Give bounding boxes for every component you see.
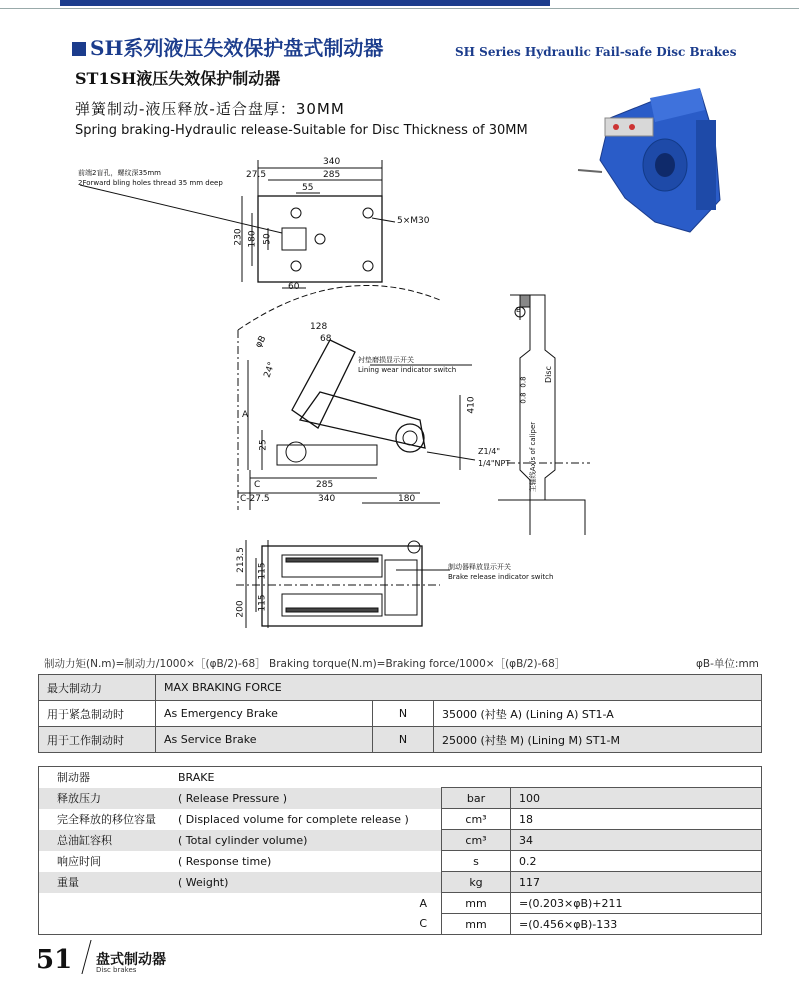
row-label-cn: 用于工作制动时: [39, 727, 156, 753]
row-unit: N: [373, 727, 434, 753]
table-row: [39, 872, 762, 893]
release-switch-label-cn: 制动器释放显示开关: [448, 563, 511, 571]
row-label-en: As Emergency Brake: [156, 701, 373, 727]
dim-label: 213.5: [235, 547, 246, 573]
bolt-label: 5×M30: [397, 216, 430, 226]
row-value: 18: [511, 809, 762, 830]
disc-label: 0.8: [519, 392, 528, 404]
blind-hole-note-en: 2Forward bling holes thread 35 mm deep: [78, 179, 223, 187]
row-unit: cm³: [442, 830, 511, 851]
row-label-cn: 用于紧急制动时: [39, 701, 156, 727]
table-row: [39, 914, 762, 935]
row-label-en: ( Displaced volume for complete release ): [178, 812, 409, 826]
page-number: 51: [36, 945, 73, 975]
dim-label: C-27.5: [240, 494, 270, 504]
dim-label: 230: [233, 228, 244, 246]
section-title-en: Disc brakes: [96, 966, 137, 974]
table-row: [39, 727, 762, 753]
model-title: ST1SH液压失效保护制动器: [75, 69, 281, 88]
disc-label: Disc: [543, 366, 553, 383]
dim-label: 200: [235, 600, 246, 618]
table-header-row: [39, 767, 762, 788]
row-label-cn: 释放压力: [39, 788, 171, 809]
row-label-cn: [39, 893, 171, 914]
table-row: [39, 701, 762, 727]
dim-label: 50: [262, 233, 273, 245]
table-row: [39, 809, 762, 830]
row-label-cn: 完全释放的移位容量: [57, 813, 156, 826]
row-value: 117: [511, 872, 762, 893]
dim-label: φB: [253, 334, 269, 350]
table-row: [39, 893, 762, 914]
dim-label: 410: [466, 396, 477, 414]
dim-label: 115: [257, 594, 268, 612]
row-label-cn: 重量: [39, 872, 171, 893]
row-unit: kg: [442, 872, 511, 893]
row-value: 35000 (衬垫 A) (Lining A) ST1-A: [434, 701, 762, 727]
dim-label: 340: [323, 157, 341, 167]
table-row: [39, 788, 762, 809]
unit-note: φB-单位:mm: [696, 658, 759, 670]
row-unit: cm³: [442, 809, 511, 830]
disc-label: 0.8: [519, 376, 528, 388]
row-value: 34: [511, 830, 762, 851]
section-title-cn: 盘式制动器: [96, 952, 166, 968]
header-en: BRAKE: [178, 770, 215, 784]
description-en: Spring braking-Hydraulic release-Suitable for Disc Thickness of 30MM: [75, 123, 528, 138]
header-cn: 最大制动力: [39, 675, 156, 701]
title-cn: SH系列液压失效保护盘式制动器: [90, 36, 384, 60]
port-label: 1/4"NPT: [478, 459, 511, 468]
table-row: [39, 851, 762, 872]
footer-slash: [81, 940, 91, 974]
row-value: 25000 (衬垫 M) (Lining M) ST1-M: [434, 727, 762, 753]
table-row: [39, 830, 762, 851]
row-value: 100: [511, 788, 762, 809]
dim-label: 180: [398, 494, 416, 504]
wear-switch-label-cn: 衬垫磨损显示开关: [358, 356, 414, 364]
dim-label: 285: [316, 480, 334, 490]
release-switch-label-en: Brake release indicator switch: [448, 573, 554, 581]
disc-label: B: [516, 306, 521, 314]
row-value: =(0.456×φB)-133: [511, 914, 762, 935]
table-header-row: [39, 675, 762, 701]
braking-force-table: [38, 674, 762, 753]
row-label-cn: [39, 914, 171, 935]
dim-label: 340: [318, 494, 336, 504]
dim-label: 115: [257, 562, 268, 580]
row-unit: mm: [442, 893, 511, 914]
row-label-en: ( Weight): [170, 872, 442, 893]
header-en: MAX BRAKING FORCE: [156, 675, 762, 701]
row-value: 0.2: [511, 851, 762, 872]
dim-label: 25: [258, 439, 269, 451]
dim-label: 128: [310, 322, 328, 332]
dim-label: C: [254, 480, 261, 490]
dim-label: 60: [288, 282, 300, 292]
row-label-en: A: [419, 896, 427, 910]
row-label-en: As Service Brake: [156, 727, 373, 753]
dim-label: 180: [247, 230, 258, 248]
row-value: =(0.203×φB)+211: [511, 893, 762, 914]
row-label-en: ( Response time): [178, 854, 272, 868]
dim-label: 285: [323, 170, 341, 180]
row-label-en: C: [419, 917, 427, 931]
torque-formula: 制动力矩(N.m)=制动力/1000×［(φB/2)-68］ Braking torque(N.m)=Braking force/1000×［(φB/2)-68］: [44, 658, 566, 670]
blind-hole-note-cn: 前端2盲孔，螺纹深35mm: [78, 169, 161, 177]
row-label-en: ( Total cylinder volume): [170, 830, 442, 851]
wear-switch-label-en: Lining wear indicator switch: [358, 366, 457, 374]
brake-spec-table: [38, 766, 762, 935]
dim-label: 24°: [262, 360, 278, 380]
row-label-cn: 响应时间: [57, 855, 101, 868]
port-label: Z1/4": [478, 447, 501, 456]
description-cn: 弹簧制动-液压释放-适合盘厚：30MM: [75, 100, 345, 118]
title-en: SH Series Hydraulic Fail-safe Disc Brakes: [455, 45, 737, 59]
disc-label: 主轴线Axis of caliper: [529, 421, 538, 493]
dim-label: 27.5: [246, 170, 267, 180]
dim-label: A: [242, 410, 249, 420]
row-unit: N: [373, 701, 434, 727]
dim-label: 68: [320, 334, 332, 344]
header-cn: 制动器: [57, 771, 90, 785]
row-unit: bar: [442, 788, 511, 809]
row-unit: s: [442, 851, 511, 872]
dim-label: 55: [302, 183, 314, 193]
row-unit: mm: [442, 914, 511, 935]
row-label-en: ( Release Pressure ): [170, 788, 442, 809]
row-label-cn: 总油缸容积: [39, 830, 171, 851]
